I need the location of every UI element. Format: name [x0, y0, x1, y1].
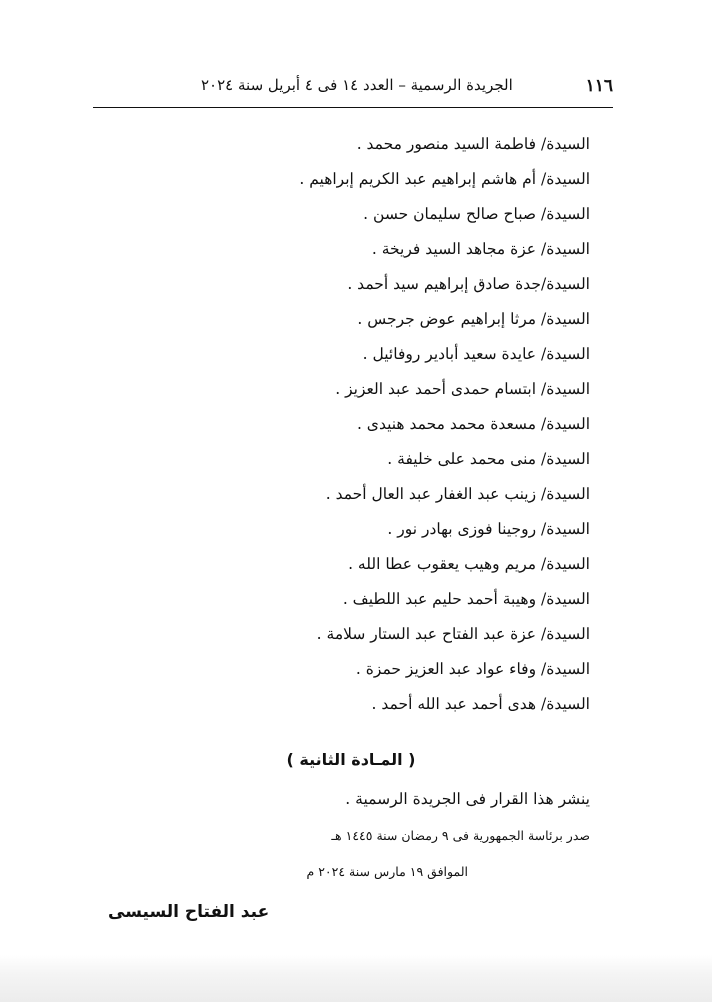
name-item: السيدة/ عايدة سعيد أبادير روفائيل .: [362, 345, 590, 363]
name-item: السيدة/ زينب عبد الغفار عبد العال أحمد .: [325, 485, 590, 503]
name-item: السيدة/ عزة عبد الفتاح عبد الستار سلامة .: [316, 625, 590, 643]
page-number: ١١٦: [585, 76, 613, 96]
signature: عبد الفتاح السيسى: [108, 902, 270, 922]
name-item: السيدة/جدة صادق إبراهيم سيد أحمد .: [347, 275, 590, 293]
name-item: السيدة/ وهيبة أحمد حليم عبد اللطيف .: [342, 590, 590, 608]
name-item: السيدة/ هدى أحمد عبد الله أحمد .: [371, 695, 590, 713]
issued-date-gregorian: الموافق ١٩ مارس سنة ٢٠٢٤ م: [306, 864, 468, 879]
name-item: السيدة/ منى محمد على خليفة .: [387, 450, 590, 468]
issued-date-hijri: صدر برئاسة الجمهورية فى ٩ رمضان سنة ١٤٤٥ هـ: [331, 828, 590, 843]
name-item: السيدة/ صباح صالح سليمان حسن .: [363, 205, 590, 223]
name-item: السيدة/ روجينا فوزى بهادر نور .: [387, 520, 590, 538]
article-text: ينشر هذا القرار فى الجريدة الرسمية .: [345, 790, 590, 808]
gazette-header-title: الجريدة الرسمية – العدد ١٤ فى ٤ أبريل سنة ٢٠٢٤: [201, 76, 513, 94]
name-item: السيدة/ مرثا إبراهيم عوض جرجس .: [357, 310, 590, 328]
name-item: السيدة/ مريم وهيب يعقوب عطا الله .: [348, 555, 590, 573]
name-item: السيدة/ أم هاشم إبراهيم عبد الكريم إبراهيم .: [299, 170, 590, 188]
header-divider: [93, 107, 613, 108]
name-item: السيدة/ فاطمة السيد منصور محمد .: [356, 135, 590, 153]
name-item: السيدة/ عزة مجاهد السيد فريخة .: [371, 240, 590, 258]
page-header: [93, 76, 613, 102]
name-item: السيدة/ ابتسام حمدى أحمد عبد العزيز .: [335, 380, 590, 398]
name-item: السيدة/ وفاء عواد عبد العزيز حمزة .: [355, 660, 590, 678]
article-heading: ( المـادة الثانية ): [286, 750, 416, 769]
name-item: السيدة/ مسعدة محمد محمد هنيدى .: [356, 415, 590, 433]
names-list: [299, 127, 590, 722]
